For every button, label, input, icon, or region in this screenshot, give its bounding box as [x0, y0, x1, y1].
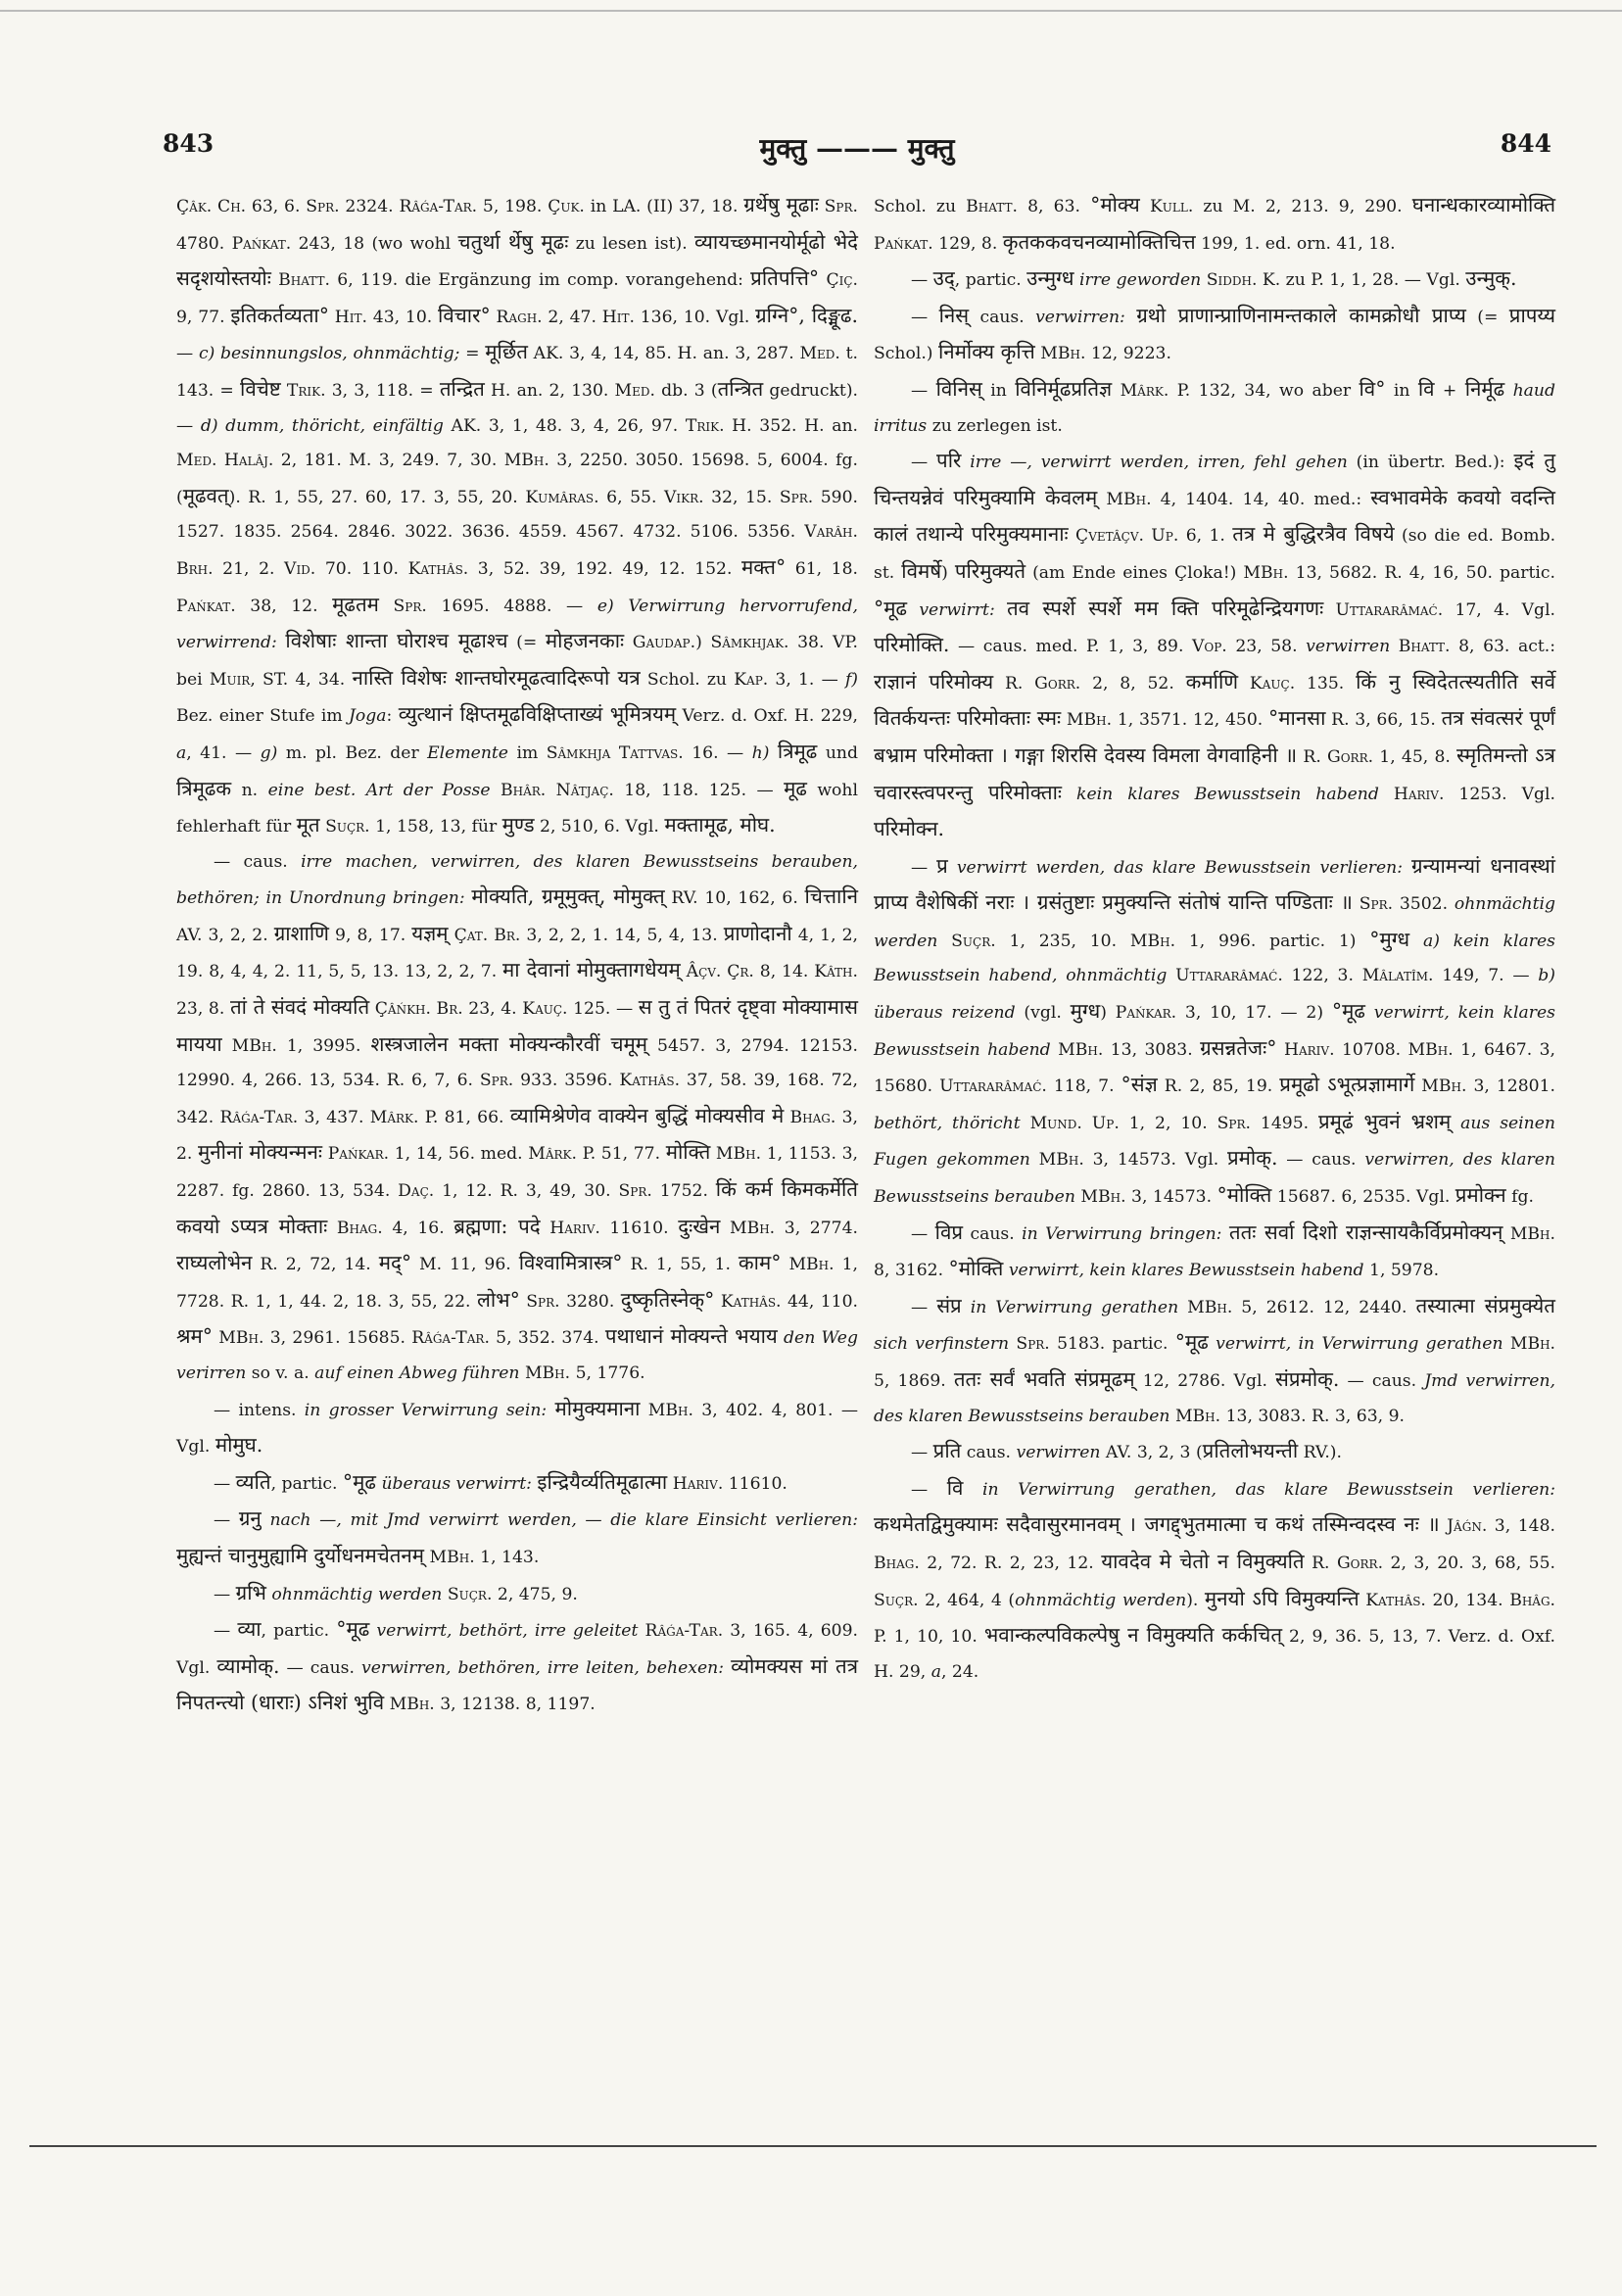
dictionary-entry: — caus. irre machen, verwirren, des klaren Bewusstseins berauben, bethören; in Unordnung bringen: मोक्यति, ग्रमूमुक्त्, मोमुक्त् RV. 10, 162, 6. चित्तानि AV. 3, 2, 2. ग्राशाणि 9, 8, 17. यज्ञम् Çat. Br. 3, 2, 2, 1. 14, 5, 4, 13. प्राणोदानौ 4, 1, 2, 19. 8, 4, 4, 2. 11, 5, 5, 13. 13, 2, 2, 7. मा देवानां मोमुक्तागधेयम् Âçv. Çr. 8, 14. Kâth. 23, 8. तां ते संवदं मोक्यति Çâńkh. Br. 23, 4. Kauç. 125. — स तु तं पितरं दृष्ट्वा मोक्यामास मायया MBh. 1, 3995. शस्त्रजालेन मक्ता मोक्यन्कौरवीं चमूम् 5457. 3, 2794. 12153. 12990. 4, 266. 13, 534. R. 6, 7, 6. Spr. 933. 3596. Kathâs. 37, 58. 39, 168. 72, 342. Râǵa-Tar. 3, 437. Mârk. P. 81, 66. व्यामिश्रेणेव वाक्येन बुद्धिं मोक्यसीव मे Bhag. 3, 2. मुनीनां मोक्यन्मनः Pańkar. 1, 14, 56. med. Mârk. P. 51, 77. मोक्ति MBh. 1, 1153. 3, 2287. fg. 2860. 13, 534. Daç. 1, 12. R. 3, 49, 30. Spr. 1752. किं कर्म किमकर्मेति कवयो ऽप्यत्र मोक्ताः Bhag. 4, 16. ब्रह्मणा: पदे Hariv. 11610. दुःखेन MBh. 3, 2774. राघ्यलोभेन R. 2, 72, 14. मद्° M. 11, 96. विश्वामित्रास्त्र° R. 1, 55, 1. काम° MBh. 1, 7728. R. 1, 1, 44. 2, 18. 3, 55, 22. लोभ° Spr. 3280. दुष्कृतिस्नेक्° Kathâs. 44, 110. श्रम° MBh. 3, 2961. 15685. Râǵa-Tar. 5, 352. 374. पथाधानं मोक्यन्ते भयाय den Weg verirren so v. a. auf einen Abweg führen MBh. 5, 1776.: [176, 851, 859, 1383]
page-header: [157, 129, 1557, 168]
running-headword: मुक्तु ——— मुक्तु: [759, 132, 955, 165]
dictionary-entry: — परि irre —, verwirrt werden, irren, fehl gehen (in übertr. Bed.): इदं तु चिन्तयन्नेवं परिमुक्यामि केवलम् MBh. 4, 1404. 14, 40. med.: स्वभावमेके कवयो वदन्ति कालं तथान्ये परिमुक्यमानाः Çvetâçv. Up. 6, 1. तत्र मे बुद्धिरत्रैव विषये (so die ed. Bomb. st. विमर्षे) परिमुक्यते (am Ende eines Çloka!) MBh. 13, 5682. R. 4, 16, 50. partic. °मूढ verwirrt: तव स्पर्शे स्पर्शे मम क्ति परिमूढेन्द्रियगणः Uttararâmać. 17, 4. Vgl. परिमोक्ति. — caus. med. P. 1, 3, 89. Vop. 23, 58. verwirren Bhatt. 8, 63. act.: राज्ञानं परिमोक्य R. Gorr. 2, 8, 52. कर्माणि Kauç. 135. किं नु स्विदेतत्स्यतीति सर्वे वितर्कयन्तः परिमोक्ताः स्मः MBh. 1, 3571. 12, 450. °मानसा R. 3, 66, 15. तत्र संवत्सरं पूर्णं बभ्राम परिमोक्ता । गङ्गा शिरसि देवस्य विमला वेगवाहिनी ॥ R. Gorr. 1, 45, 8. स्मृतिमन्तो ऽत्र चवारस्त्वपरन्तु परिमोक्ताः kein klares Bewusstsein habend Hariv. 1253. Vgl. परिमोक्न.: [874, 449, 1556, 841]
dictionary-entry: — व्यति, partic. °मूढ überaus verwirrt: इन्द्रियैर्व्यतिमूढात्मा Hariv. 11610.: [214, 1469, 787, 1494]
dictionary-entry: — ग्रभि ohnmächtig werden Suçr. 2, 475, 9.: [214, 1580, 578, 1604]
bottom-rule: [29, 2145, 1597, 2147]
dictionary-entry: Schol. zu Bhatt. 8, 63. °मोक्य Kull. zu M. 2, 213. 9, 290. घनान्धकारव्यामोक्ति Pańkat. 129, 8. कृतककवचनव्यामोक्तिचित्त 199, 1. ed. orn. 41, 18.: [874, 193, 1556, 254]
dictionary-entry: — निस् caus. verwirren: ग्रथो प्राणान्प्राणिनामन्तकाले कामक्रोधौ प्राप्य (= प्रापय्य Schol.) निर्मोक्य कृत्ति MBh. 12, 9223.: [874, 303, 1556, 364]
page-number-left: 843: [163, 129, 215, 158]
dictionary-entry: — प्र verwirrt werden, das klare Bewusstsein verlieren: ग्रन्यामन्यां धनावस्थां प्राप्य वैशेषिकीं नराः । ग्रसंतुष्टाः प्रमुक्यन्ति संतोषं यान्ति पण्डिताः ॥ Spr. 3502. ohnmächtig werden Suçr. 1, 235, 10. MBh. 1, 996. partic. 1) °मुग्ध a) kein klares Bewusstsein habend, ohnmächtig Uttararâmać. 122, 3. Mâlatîm. 149, 7. — b) überaus reizend (vgl. मुग्ध) Pańkar. 3, 10, 17. — 2) °मूढ verwirrt, kein klares Bewusstsein habend MBh. 13, 3083. ग्रसन्नतेजः° Hariv. 10708. MBh. 1, 6467. 3, 15680. Uttararâmać. 118, 7. °संज्ञ R. 2, 85, 19. प्रमूढो ऽभूत्प्रज्ञामार्गे MBh. 3, 12801. bethört, thöricht Mund. Up. 1, 2, 10. Spr. 1495. प्रमूढं भुवनं भ्रशम् aus seinen Fugen gekommen MBh. 3, 14573. Vgl. प्रमोक्. — caus. verwirren, des klaren Bewusstseins berauben MBh. 3, 14573. °मोक्ति 15687. 6, 2535. Vgl. प्रमोक्न fg.: [874, 853, 1556, 1208]
dictionary-entry: — उद्, partic. उन्मुग्ध irre geworden Siddh. K. zu P. 1, 1, 28. — Vgl. उन्मुक्.: [911, 266, 1517, 291]
dictionary-entry: — ग्रनु nach —, mit Jmd verwirrt werden, — die klare Einsicht verlieren: मुह्यन्तं चानुमुह्यामि दुर्योधनमचेतनम् MBh. 1, 143.: [176, 1507, 859, 1567]
dictionary-entry: — संप्र in Verwirrung gerathen MBh. 5, 2612. 12, 2440. तस्यात्मा संप्रमुक्येत sich verfinstern Spr. 5183. partic. °मूढ verwirrt, in Verwirrung gerathen MBh. 5, 1869. ततः सर्वं भवति संप्रमूढम् 12, 2786. Vgl. संप्रमोक्. — caus. Jmd verwirren, des klaren Bewusstseins berauben MBh. 13, 3083. R. 3, 63, 9.: [874, 1293, 1556, 1426]
dictionary-entry: — वि in Verwirrung gerathen, das klare Bewusstsein verlieren: कथमेतद्विमुक्यामः सदैवासुरमानवम् । जगद्द्भुतमात्मा च कथं तस्मिन्वदस्व नः ॥ Jâǵn. 3, 148. Bhag. 2, 72. R. 2, 23, 12. यावदेव मे चेतो न विमुक्यति R. Gorr. 2, 3, 20. 3, 68, 55. Suçr. 2, 464, 4 (ohnmächtig werden). मुनयो ऽपि विमुक्यन्ति Kathâs. 20, 134. Bhâg. P. 1, 10, 10. भवान्कल्पविकल्पेषु न विमुक्यति कर्कचित् 2, 9, 36. 5, 13, 7. Verz. d. Oxf. H. 29, a, 24.: [874, 1475, 1556, 1682]
dictionary-entry: — प्रति caus. verwirren AV. 3, 2, 3 (प्रतिलोभयन्ती RV.).: [911, 1439, 1342, 1463]
dictionary-entry: — विनिस् in विनिर्मूढप्रतिज्ञ Mârk. P. 132, 34, wo aber वि° in वि + निर्मूढ haud irritus zu zerlegen ist.: [874, 376, 1555, 436]
dictionary-entry: — विप्र caus. in Verwirrung bringen: ततः सर्वा दिशो राज्ञन्सायकैर्विप्रमोक्यन् MBh. 8, 3162. °मोक्ति verwirrt, kein klares Bewusstsein habend 1, 5978.: [874, 1220, 1555, 1281]
column-right: [874, 188, 1555, 1690]
dictionary-entry: Çâk. Ch. 63, 6. Spr. 2324. Râǵa-Tar. 5, 198. Çuk. in LA. (II) 37, 18. ग्रर्थेषु मूढाः Spr. 4780. Pańkat. 243, 18 (wo wohl चतुर्था र्थेषु मूढः zu lesen ist). व्यायच्छमानयोर्मूढो भेदे सदृशयोस्तयोः Bhatt. 6, 119. die Ergänzung im comp. vorangehend: प्रतिपत्ति° Çiç. 9, 77. इतिकर्तव्यता° Hit. 43, 10. विचार° Ragh. 2, 47. Hit. 136, 10. Vgl. ग्रग्नि°, दिङ्मूढ. — c) besinnungslos, ohnmächtig; = मूर्छित AK. 3, 4, 14, 85. H. an. 3, 287. Med. t. 143. = विचेष्ट Trik. 3, 3, 118. = तन्द्रित H. an. 2, 130. Med. db. 3 (तन्त्रित gedruckt). — d) dumm, thöricht, einfältig AK. 3, 1, 48. 3, 4, 26, 97. Trik. H. 352. H. an. Med. Halâj. 2, 181. M. 3, 249. 7, 30. MBh. 3, 2250. 3050. 15698. 5, 6004. fg. (मूढवत्). R. 1, 55, 27. 60, 17. 3, 55, 20. Kumâras. 6, 55. Vikr. 32, 15. Spr. 590. 1527. 1835. 2564. 2846. 3022. 3636. 4559. 4567. 4732. 5106. 5356. Varâh. Brh. 21, 2. Vid. 70. 110. Kathâs. 3, 52. 39, 192. 49, 12. 152. मक्त° 61, 18. Pańkat. 38, 12. मूढतम Spr. 1695. 4888. — e) Verwirrung hervorrufend, verwirrend: विशेषाः शान्ता घोराश्च मूढाश्च (= मोहजनकाः Gaudap.) Sâmkhjak. 38. VP. bei Muir, ST. 4, 34. नास्ति विशेषः शान्तघोरमूढत्वादिरूपो यत्र Schol. zu Kap. 3, 1. — f) Bez. einer Stufe im Joga: व्युत्थानं क्षिप्तमूढविक्षिप्ताख्यं भूमित्रयम् Verz. d. Oxf. H. 229, a, 41. — g) m. pl. Bez. der Elemente im Sâmkhja Tattvas. 16. — h) त्रिमूढ und त्रिमूढक n. eine best. Art der Posse Bhâr. Nâtjaç. 18, 118. 125. — मूढ wohl fehlerhaft für मूत Suçr. 1, 158, 13, für मुण्ड 2, 510, 6. Vgl. मक्तामूढ, मोघ.: [176, 193, 859, 837]
column-left: [176, 188, 858, 1723]
top-rule: [0, 10, 1622, 12]
dictionary-entry: — intens. in grosser Verwirrung sein: मोमुक्यमाना MBh. 3, 402. 4, 801. — Vgl. मोमुघ.: [176, 1396, 859, 1458]
dictionary-entry: — व्या, partic. °मूढ verwirrt, bethört, irre geleitet Râǵa-Tar. 3, 165. 4, 609. Vgl. व्यामोक्. — caus. verwirren, bethören, irre leiten, behexen: व्योमक्यस मां तत्र निपतन्त्यो (धाराः) ऽनिशं भुवि MBh. 3, 12138. 8, 1197.: [176, 1617, 859, 1715]
page-number-right: 844: [1500, 129, 1551, 158]
